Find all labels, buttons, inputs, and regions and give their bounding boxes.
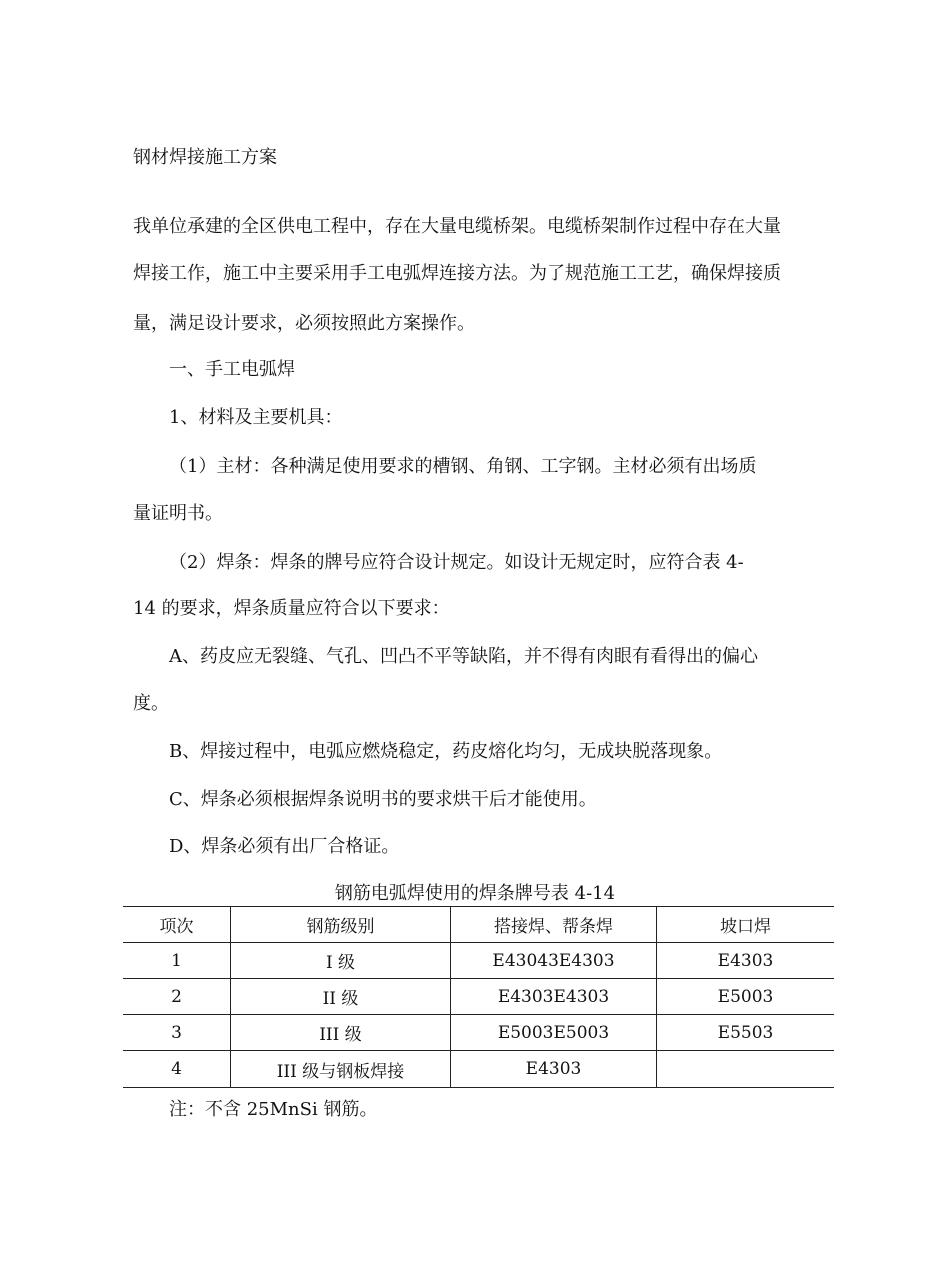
header-rebar-grade: 钢筋级别	[231, 907, 451, 943]
table-row	[123, 943, 834, 979]
cell-groove-weld: E5503	[657, 1015, 835, 1051]
header-item-no: 项次	[123, 907, 231, 943]
table-row	[123, 979, 834, 1015]
intro-line-1: 我单位承建的全区供电工程中，存在大量电缆桥架。电缆桥架制作过程中存在大量	[133, 216, 781, 237]
subsection-heading-materials: 1、材料及主要机具：	[169, 407, 343, 428]
intro-line-3: 量，满足设计要求，必须按照此方案操作。	[133, 313, 475, 334]
cell-rebar-grade: II 级	[231, 979, 451, 1015]
requirement-a-line-1: A、药皮应无裂缝、气孔、凹凸不平等缺陷，并不得有肉眼有看得出的偏心	[169, 646, 758, 667]
cell-lap-weld: E43043E4303	[451, 943, 657, 979]
cell-item-no: 1	[123, 943, 231, 979]
cell-lap-weld: E4303	[451, 1051, 657, 1088]
table-row	[123, 1051, 834, 1088]
cell-lap-weld: E4303E4303	[451, 979, 657, 1015]
document-title: 钢材焊接施工方案	[133, 147, 277, 168]
electrode-grade-table	[123, 906, 834, 1088]
header-lap-weld: 搭接焊、帮条焊	[451, 907, 657, 943]
requirement-b: B、焊接过程中，电弧应燃烧稳定，药皮熔化均匀，无成块脱落现象。	[169, 741, 723, 762]
intro-line-2: 焊接工作，施工中主要采用手工电弧焊连接方法。为了规范施工工艺，确保焊接质	[133, 263, 781, 284]
table-note: 注：不含 25MnSi 钢筋。	[169, 1099, 378, 1120]
electrode-line-1: （2）焊条：焊条的牌号应符合设计规定。如设计无规定时，应符合表 4-	[169, 552, 744, 573]
cell-item-no: 4	[123, 1051, 231, 1088]
section-heading-manual-arc-welding: 一、手工电弧焊	[169, 359, 295, 380]
table-header-row	[123, 907, 834, 943]
cell-item-no: 2	[123, 979, 231, 1015]
requirement-d: D、焊条必须有出厂合格证。	[169, 836, 400, 857]
cell-rebar-grade: I 级	[231, 943, 451, 979]
cell-item-no: 3	[123, 1015, 231, 1051]
header-groove-weld: 坡口焊	[657, 907, 835, 943]
table-caption: 钢筋电弧焊使用的焊条牌号表 4-14	[334, 883, 616, 904]
cell-rebar-grade: III 级	[231, 1015, 451, 1051]
electrode-line-2: 14 的要求，焊条质量应符合以下要求：	[133, 598, 450, 619]
cell-lap-weld: E5003E5003	[451, 1015, 657, 1051]
main-material-line-1: （1）主材：各种满足使用要求的槽钢、角钢、工字钢。主材必须有出场质	[169, 456, 757, 477]
requirement-a-line-2: 度。	[133, 693, 169, 714]
table-row	[123, 1015, 834, 1051]
cell-groove-weld	[657, 1051, 835, 1088]
cell-groove-weld: E5003	[657, 979, 835, 1015]
requirement-c: C、焊条必须根据焊条说明书的要求烘干后才能使用。	[169, 789, 597, 810]
main-material-line-2: 量证明书。	[133, 503, 223, 524]
cell-groove-weld: E4303	[657, 943, 835, 979]
cell-rebar-grade: III 级与钢板焊接	[231, 1051, 451, 1088]
